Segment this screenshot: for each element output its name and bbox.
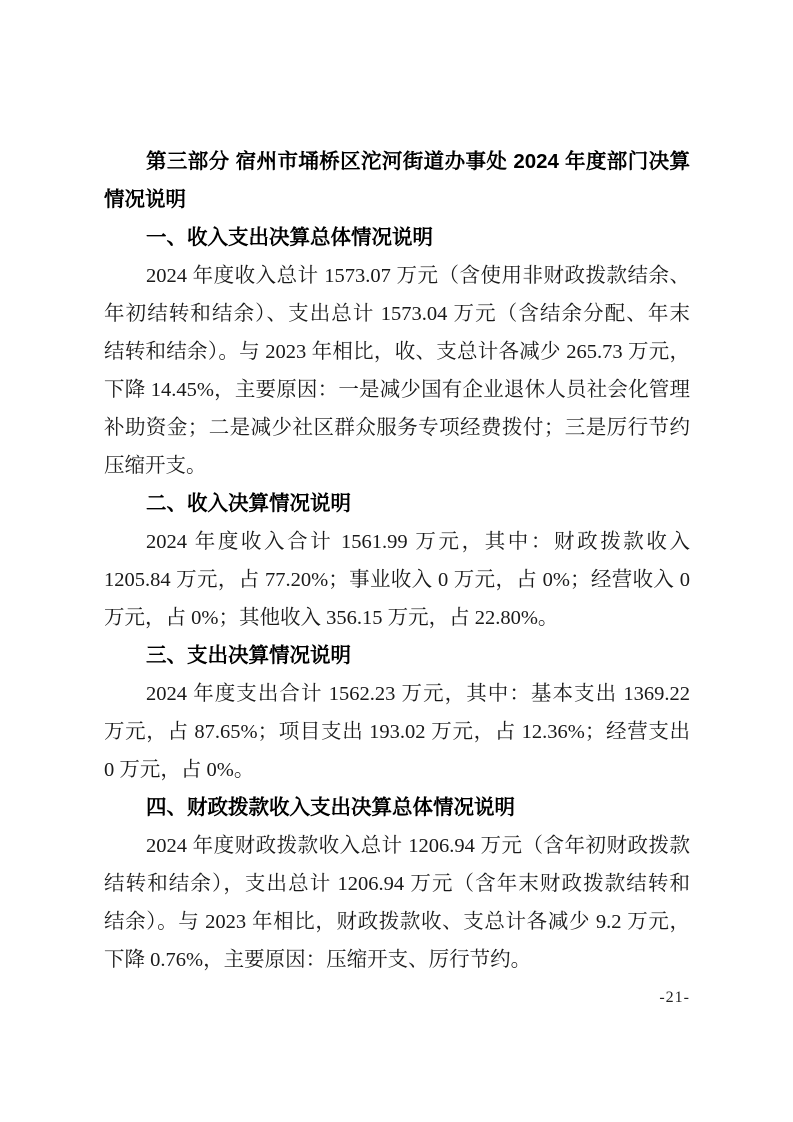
page-number: -21- <box>659 989 690 1006</box>
section-1-heading: 一、收入支出决算总体情况说明 <box>146 226 433 249</box>
section-3-heading: 三、支出决算情况说明 <box>146 644 351 667</box>
section-4-para-line-1: 2024 年度财政拨款收入总计 1206.94 万元（含年初财政拨款 <box>146 835 690 857</box>
section-2-para-line-3: 万元，占 0%；其他收入 356.15 万元，占 22.80%。 <box>104 607 559 629</box>
section-1-para-line-6: 压缩开支。 <box>104 455 207 477</box>
section-1-para-line-4: 下降 14.45%，主要原因：一是减少国有企业退休人员社会化管理 <box>104 379 690 401</box>
section-4-para-line-4: 下降 0.76%，主要原因：压缩开支、厉行节约。 <box>104 949 532 971</box>
section-2-heading: 二、收入决算情况说明 <box>146 492 351 515</box>
section-3-para-line-3: 0 万元，占 0%。 <box>104 759 255 781</box>
section-1-para-line-2: 年初结转和结余）、支出总计 1573.04 万元（含结余分配、年末 <box>104 303 690 325</box>
section-3-para-line-2: 万元，占 87.65%；项目支出 193.02 万元，占 12.36%；经营支出 <box>104 721 690 743</box>
section-4-para-line-2: 结转和结余），支出总计 1206.94 万元（含年末财政拨款结转和 <box>104 873 690 895</box>
document-title-line-1: 第三部分 宿州市埇桥区沱河街道办事处 2024 年度部门决算 <box>146 150 690 173</box>
section-2-para-line-2: 1205.84 万元，占 77.20%；事业收入 0 万元，占 0%；经营收入 0 <box>104 569 690 591</box>
section-1-para-line-5: 补助资金；二是减少社区群众服务专项经费拨付；三是厉行节约 <box>104 417 690 439</box>
section-1-para-line-1: 2024 年度收入总计 1573.07 万元（含使用非财政拨款结余、 <box>146 265 690 287</box>
section-1-para-line-3: 结转和结余）。与 2023 年相比，收、支总计各减少 265.73 万元， <box>104 341 690 363</box>
section-2-para-line-1: 2024 年度收入合计 1561.99 万元，其中：财政拨款收入 <box>146 531 690 553</box>
section-4-para-line-3: 结余）。与 2023 年相比，财政拨款收、支总计各减少 9.2 万元， <box>104 911 690 933</box>
document-body <box>104 143 690 979</box>
document-title-line-2: 情况说明 <box>104 188 186 211</box>
section-4-heading: 四、财政拨款收入支出决算总体情况说明 <box>146 796 515 819</box>
section-3-para-line-1: 2024 年度支出合计 1562.23 万元，其中：基本支出 1369.22 <box>146 683 690 705</box>
